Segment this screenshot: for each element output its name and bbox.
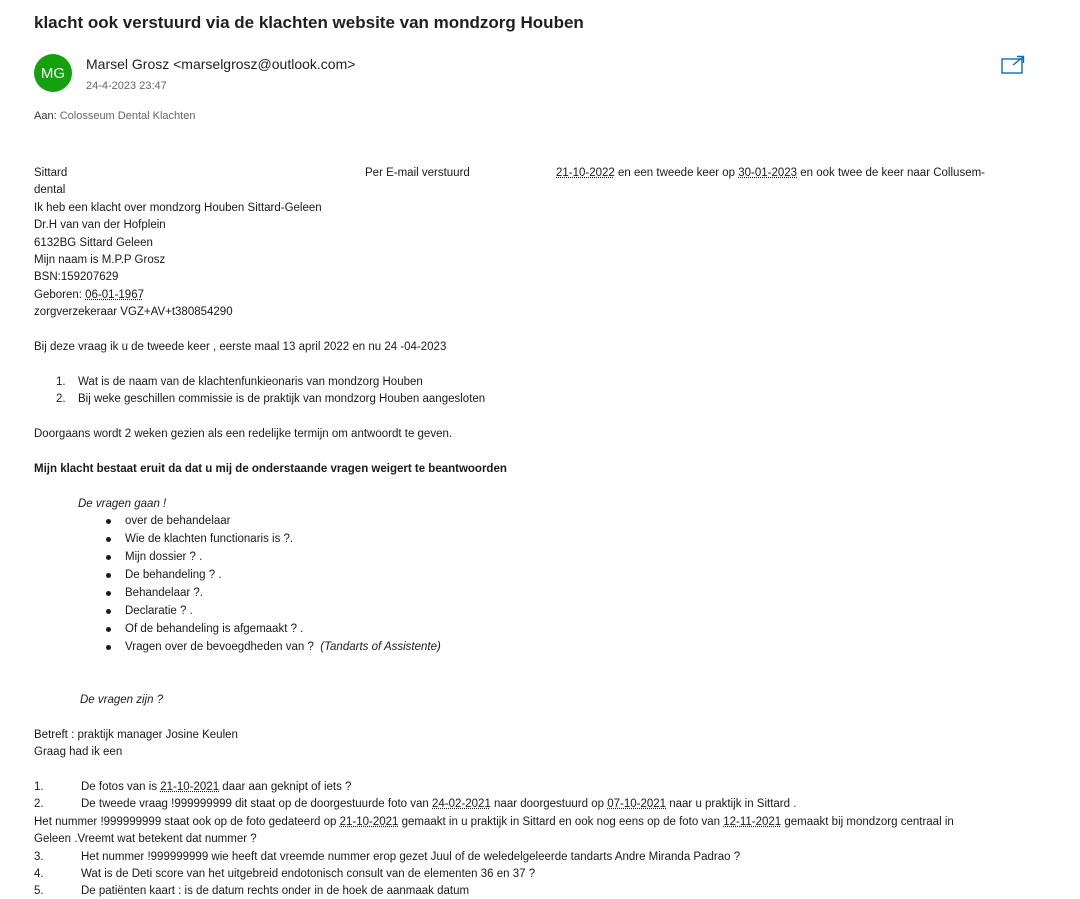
body-header-city: Sittard	[34, 167, 68, 179]
intro-line: Dr.H van van der Hofplein	[34, 219, 166, 231]
born-label: Geboren:	[34, 289, 86, 301]
bullet-icon	[106, 519, 111, 524]
bullet-icon	[106, 627, 111, 632]
bullet-icon	[106, 573, 111, 578]
date-link[interactable]: 12-11-2021	[723, 816, 782, 828]
bullet-text: Vragen over de bevoegdheden van ?	[125, 641, 314, 653]
term-line: Doorgaans wordt 2 weken gezien als een redelijke termijn om antwoordt te geven.	[34, 428, 453, 440]
bullet-icon	[106, 555, 111, 560]
header-tail: en ook twee de keer naar Collusem-	[797, 167, 985, 179]
numbered-text: Bij weke geschillen commissie is de praktijk van mondzorg Houben aangesloten	[78, 393, 486, 405]
header-mid: en een tweede keer op	[614, 167, 739, 179]
date-link[interactable]: 21-10-2022	[556, 167, 615, 179]
q3-line: Het nummer !999999999 wie heeft dat vreemde nummer erop gezet Juul of de weledelgeleerde tandarts Andre Miranda Padrao ?	[81, 851, 741, 863]
bullet-icon	[106, 645, 111, 650]
q-num: 4.	[34, 868, 44, 880]
q1-line	[81, 780, 351, 794]
q2b-mid: gemaakt in u praktijk in Sittard en ook nog eens op de foto van	[398, 816, 724, 828]
bullet-item: Declaratie ? .	[125, 605, 193, 617]
q-num: 2.	[34, 798, 44, 810]
to-label: Aan:	[34, 110, 57, 122]
wish-line: Graag had ik een	[34, 746, 123, 758]
bullet-item: Behandelaar ?.	[125, 587, 204, 599]
bullet-item	[125, 640, 441, 654]
numbered-text: Wat is de naam van de klachtenfunkieonaris van mondzorg Houben	[78, 376, 423, 388]
avatar[interactable]: MG	[34, 54, 72, 92]
popout-icon[interactable]	[1000, 54, 1026, 76]
q2-post: naar u praktijk in Sittard .	[666, 798, 797, 810]
q-num: 1.	[34, 781, 44, 793]
bullet-item: Wie de klachten functionaris is ?.	[125, 533, 294, 545]
body-header-cont: dental	[34, 184, 66, 196]
q1-pre: De fotos van is	[81, 781, 161, 793]
q2c-line: Geleen .Vreemt wat betekent dat nummer ?	[34, 833, 257, 845]
q2b-post: gemaakt bij mondzorg centraal in	[781, 816, 954, 828]
to-recipient[interactable]: Colosseum Dental Klachten	[59, 110, 196, 122]
intro-line: Ik heb een klacht over mondzorg Houben Sittard-Geleen	[34, 202, 322, 214]
intro-line: 6132BG Sittard Geleen	[34, 237, 153, 249]
numbered-num: 2.	[56, 393, 66, 405]
question-intro: Bij deze vraag ik u de tweede keer , eerste maal 13 april 2022 en nu 24 -04-2023	[34, 341, 447, 353]
body-header-dates	[556, 166, 985, 180]
to-line	[34, 110, 195, 122]
q2-mid: naar doorgestuurd op	[490, 798, 608, 810]
date-link[interactable]: 21-10-2021	[339, 816, 399, 828]
bullet-icon	[106, 591, 111, 596]
q2-pre: De tweede vraag !999999999 dit staat op de doorgestuurde foto van	[81, 798, 433, 810]
body-header-sent: Per E-mail verstuurd	[365, 167, 470, 179]
questions-heading: De vragen gaan !	[78, 498, 167, 510]
q-num: 5.	[34, 885, 44, 897]
bullet-item: Mijn dossier ? .	[125, 551, 203, 563]
born-line	[34, 288, 144, 302]
q5-line: De patiënten kaart : is de datum rechts onder in de hoek de aanmaak datum	[81, 885, 470, 897]
date-link[interactable]: 21-10-2021	[160, 781, 220, 793]
bullet-icon	[106, 609, 111, 614]
bullet-icon	[106, 537, 111, 542]
questions-are: De vragen zijn ?	[80, 694, 164, 706]
q-num: 3.	[34, 851, 44, 863]
q2b-pre: Het nummer !999999999 staat ook op de foto gedateerd op	[34, 816, 340, 828]
bullet-item: over de behandelaar	[125, 515, 231, 527]
complaint-line: Mijn klacht bestaat eruit da dat u mij de onderstaande vragen weigert te beantwoorden	[34, 463, 507, 475]
q2-line	[81, 797, 796, 811]
bullet-italic: (Tandarts of Assistente)	[320, 641, 441, 653]
date-link[interactable]: 30-01-2023	[738, 167, 798, 179]
email-subject: klacht ook verstuurd via de klachten website van mondzorg Houben	[34, 13, 584, 32]
numbered-num: 1.	[56, 376, 66, 388]
re-line: Betreft : praktijk manager Josine Keulen	[34, 729, 238, 741]
bullet-item: De behandeling ? .	[125, 569, 222, 581]
intro-line: Mijn naam is M.P.P Grosz	[34, 254, 166, 266]
intro-line: BSN:159207629	[34, 271, 119, 283]
date-link[interactable]: 24-02-2021	[432, 798, 491, 810]
date-link[interactable]: 07-10-2021	[607, 798, 667, 810]
date-link[interactable]: 06-01-1967	[85, 289, 144, 301]
q1-post: daar aan geknipt of iets ?	[219, 781, 352, 793]
bullet-item: Of de behandeling is afgemaakt ? .	[125, 623, 304, 635]
q4-line: Wat is de Deti score van het uitgebreid endotonisch consult van de elementen 36 en 37 ?	[81, 868, 536, 880]
insurer-line: zorgverzekeraar VGZ+AV+t380854290	[34, 306, 233, 318]
sender-name[interactable]: Marsel Grosz <marselgrosz@outlook.com>	[86, 56, 356, 72]
q2b-line	[34, 815, 954, 829]
sent-date: 24-4-2023 23:47	[86, 80, 167, 92]
